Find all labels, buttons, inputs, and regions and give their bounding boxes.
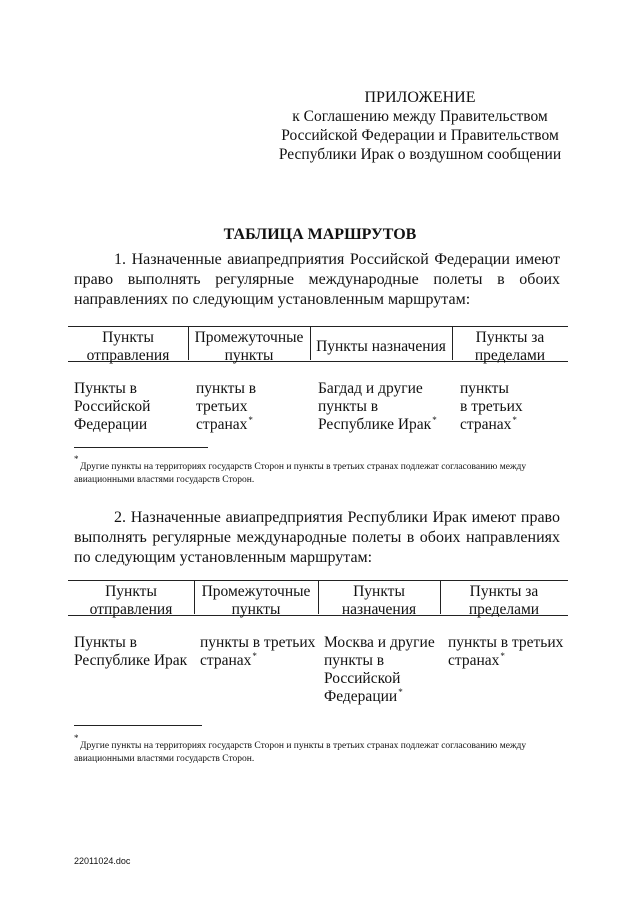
table1-header-beyond-line1: Пункты за [475,329,545,346]
section1-paragraph [74,250,560,310]
annex-title: ПРИЛОЖЕНИЕ [364,89,476,106]
table2-cell-destination-line4 [324,688,442,707]
table2-header-departure-line1: Пункты [105,583,157,600]
table1-cell-intermediate [196,380,308,435]
table2-header-departure-line2: отправления [89,601,173,618]
table2-header-departure [70,583,192,619]
table1-divider-2 [310,326,311,360]
table2-cell-destination-line1: Москва и другие [324,634,435,651]
annex-line-3: Республики Ирак о воздушном сообщении [278,146,562,163]
table2-cell-intermediate-line1: пункты в третьих [200,634,316,651]
table2-cell-beyond-line2-text: странах [448,652,500,669]
table1-header-departure [70,329,186,365]
table1-cell-intermediate-line1: пункты в [196,380,257,397]
table2-divider-2 [318,580,319,614]
footnote2-separator [74,725,202,726]
table1-header-destination [312,338,450,356]
section1-paragraph-text: 1. Назначенные авиапредприятия Российской Федерации имеют право выполнять регулярные международные полеты в обоих направлениях по следующим установленным маршрутам: [74,251,560,308]
table2-cell-departure [74,634,192,670]
footnote1-separator [74,447,208,448]
table2-header-beyond-line1: Пункты за [469,583,539,600]
footnote2 [74,733,574,766]
table1-header-beyond-line2: пределами [474,347,546,364]
table2-cell-destination-line3: Российской [324,670,401,687]
table1-cell-departure [74,380,186,434]
table1-cell-intermediate-line2: третьих [196,398,248,415]
document-filename: 22011024.doc [74,856,131,866]
table2-header-beyond-line2: пределами [468,601,540,618]
table2-cell-destination-line2: пункты в [324,652,385,669]
table1-cell-beyond-line1: пункты [460,380,509,397]
table2-cell-beyond-line1: пункты в третьих [448,634,564,651]
section2-paragraph-text: 2. Назначенные авиапредприятия Республики Ирак имеют право выполнять регулярные международные полеты в обоих направлениях по следующим установленным маршрутам: [74,509,560,566]
table1-cell-destination [318,380,450,435]
table-title: ТАБЛИЦА МАРШРУТОВ [223,226,417,243]
table1-top-rule [68,326,568,327]
footnote2-text: Другие пункты на территориях государств Сторон и пункты в третьих странах подлежат согласованию между авиационными властями государств Сторон. [74,741,527,764]
table1-cell-destination-line3-text: Республике Ирак [318,416,432,433]
table1-cell-beyond-line3 [460,416,566,435]
table2-cell-destination [324,634,442,707]
table1-cell-beyond-line3-text: странах [460,416,512,433]
footnote2-marker: * [74,733,79,743]
table2-header-intermediate-line1: Промежуточные [201,583,311,600]
table1-header-departure-line1: Пункты [102,329,154,346]
table2-cell-intermediate-line2 [200,652,318,671]
table1-divider-3 [452,326,453,360]
table1-divider-1 [188,326,189,360]
table1-cell-intermediate-line3-text: странах [196,416,248,433]
table2-divider-1 [194,580,195,614]
table2-cell-departure-line2: Республике Ирак [74,652,188,669]
footnote-marker: * [252,651,257,661]
table1-cell-departure-line3: Федерации [74,416,148,433]
footnote-marker: * [500,651,505,661]
table2-header-beyond [442,583,566,619]
table2-cell-destination-line4-text: Федерации [324,688,398,705]
table2-header-destination-line1: Пункты [353,583,405,600]
table1-header-intermediate-line1: Промежуточные [194,329,304,346]
table1-header-departure-line2: отправления [86,347,170,364]
table1-cell-beyond-line2: в третьих [460,398,523,415]
table1-cell-beyond [460,380,566,435]
footnote-marker: * [432,415,437,425]
footnote-marker: * [512,415,517,425]
table1-cell-destination-line2: пункты в [318,398,379,415]
table1-header-intermediate [190,329,308,365]
annex-line-2: Российской Федерации и Правительством [281,127,559,144]
table1-cell-destination-line1: Багдад и другие [318,380,423,397]
section2-paragraph [74,508,560,568]
annex-line-1: к Соглашению между Правительством [292,108,548,125]
annex-header [270,88,570,164]
table2-cell-beyond-line2 [448,652,566,671]
table2-header-destination-line2: назначения [341,601,417,618]
footnote1-marker: * [74,454,79,464]
footnote-marker: * [398,687,403,697]
footnote1 [74,454,574,487]
table2-header-intermediate-line2: пункты [231,601,281,618]
footnote1-text: Другие пункты на территориях государств Сторон и пункты в третьих странах подлежат согласованию между авиационными властями государств Сторон. [74,462,527,485]
table1-header-destination-line1: Пункты назначения [316,338,446,355]
table2-header-destination [320,583,438,619]
footnote-marker: * [248,415,253,425]
table1-cell-intermediate-line3 [196,416,308,435]
table2-header-intermediate [196,583,316,619]
table2-cell-beyond [448,634,566,671]
table2-cell-departure-line1: Пункты в [74,634,137,651]
table2-cell-intermediate-line2-text: странах [200,652,252,669]
table2-divider-3 [440,580,441,614]
table1-cell-departure-line2: Российской [74,398,151,415]
table2-cell-intermediate [200,634,318,671]
table1-cell-departure-line1: Пункты в [74,380,137,397]
table1-header-beyond [454,329,566,365]
table1-cell-destination-line3 [318,416,450,435]
table1-header-intermediate-line2: пункты [224,347,274,364]
